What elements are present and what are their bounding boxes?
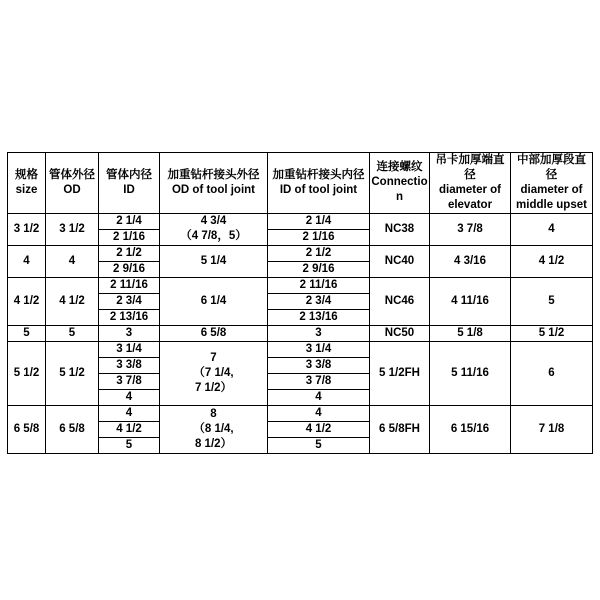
- cell-elevator: 4 11/16: [430, 277, 511, 325]
- cell-id: 2 1/4: [99, 213, 160, 229]
- cell-size: 5: [8, 325, 46, 341]
- column-header-size: [8, 153, 46, 214]
- cell-id: 4: [99, 389, 160, 405]
- header-zh: 加重钻杆接头外径: [167, 168, 260, 181]
- cell-line: 6 1/4: [200, 294, 227, 307]
- header-zh: 连接螺纹: [376, 161, 423, 174]
- table-row: [8, 325, 593, 341]
- cell-id: 2 3/4: [99, 293, 160, 309]
- cell-id: 3 1/4: [99, 341, 160, 357]
- header-en: diameter of middle upset: [516, 183, 587, 211]
- cell-size: 3 1/2: [8, 213, 46, 245]
- cell-elevator: 3 7/8: [430, 213, 511, 245]
- header-zh: 加重钻杆接头内径: [272, 168, 365, 181]
- cell-line: 8: [210, 407, 217, 420]
- cell-id-tool-joint: 4 1/2: [268, 421, 370, 437]
- table-row: [8, 277, 593, 293]
- header-zh: 吊卡加厚端直径: [435, 154, 505, 181]
- cell-od-tool-joint: [160, 213, 268, 245]
- cell-od: 5: [46, 325, 99, 341]
- header-zh: 管体内径: [106, 168, 152, 181]
- cell-connection: NC50: [370, 325, 430, 341]
- column-header-od: [46, 153, 99, 214]
- cell-line: 5 1/4: [200, 254, 227, 267]
- cell-middle-upset: 5: [511, 277, 593, 325]
- drill-pipe-spec-table: [7, 152, 593, 454]
- cell-size: 6 5/8: [8, 405, 46, 453]
- column-header-middle-upset: [511, 153, 593, 214]
- cell-line: 8 1/2）: [194, 437, 233, 450]
- cell-od: 3 1/2: [46, 213, 99, 245]
- cell-id-tool-joint: 5: [268, 437, 370, 453]
- header-en: OD: [63, 183, 81, 196]
- header-en: size: [15, 183, 38, 196]
- cell-id: 3: [99, 325, 160, 341]
- table-row: [8, 213, 593, 229]
- column-header-connection: [370, 153, 430, 214]
- column-header-elevator: [430, 153, 511, 214]
- cell-id: 4 1/2: [99, 421, 160, 437]
- cell-elevator: 6 15/16: [430, 405, 511, 453]
- cell-id-tool-joint: 2 11/16: [268, 277, 370, 293]
- cell-id-tool-joint: 2 1/4: [268, 213, 370, 229]
- cell-connection: 5 1/2FH: [370, 341, 430, 405]
- cell-middle-upset: 4: [511, 213, 593, 245]
- cell-id-tool-joint: 4: [268, 389, 370, 405]
- cell-id-tool-joint: 2 1/2: [268, 245, 370, 261]
- cell-line: 7: [210, 351, 217, 364]
- cell-od-tool-joint: [160, 325, 268, 341]
- header-en: ID of tool joint: [279, 183, 358, 196]
- cell-id: 2 1/16: [99, 229, 160, 245]
- cell-od: 4: [46, 245, 99, 277]
- cell-line: 7 1/2）: [194, 381, 233, 394]
- cell-middle-upset: 7 1/8: [511, 405, 593, 453]
- header-en: OD of tool joint: [171, 183, 256, 196]
- cell-id: 3 3/8: [99, 357, 160, 373]
- cell-od: 4 1/2: [46, 277, 99, 325]
- cell-middle-upset: 5 1/2: [511, 325, 593, 341]
- cell-id-tool-joint: 2 1/16: [268, 229, 370, 245]
- table-row: [8, 245, 593, 261]
- cell-line: 4 3/4: [200, 215, 227, 228]
- cell-elevator: 5 11/16: [430, 341, 511, 405]
- cell-id-tool-joint: 2 3/4: [268, 293, 370, 309]
- cell-connection: 6 5/8FH: [370, 405, 430, 453]
- cell-id-tool-joint: 3 7/8: [268, 373, 370, 389]
- cell-od-tool-joint: [160, 405, 268, 453]
- cell-id: 5: [99, 437, 160, 453]
- cell-line: （7 1/4,: [193, 366, 234, 379]
- cell-size: 5 1/2: [8, 341, 46, 405]
- cell-id-tool-joint: 3: [268, 325, 370, 341]
- column-header-id-tool-joint: [268, 153, 370, 214]
- cell-id-tool-joint: 3 3/8: [268, 357, 370, 373]
- header-en: diameter of elevator: [439, 183, 501, 211]
- cell-line: 6 5/8: [200, 326, 227, 339]
- cell-middle-upset: 4 1/2: [511, 245, 593, 277]
- cell-connection: NC46: [370, 277, 430, 325]
- cell-line: （8 1/4,: [193, 422, 234, 435]
- cell-line: （4 7/8，5）: [180, 230, 247, 243]
- cell-elevator: 5 1/8: [430, 325, 511, 341]
- cell-od-tool-joint: [160, 277, 268, 325]
- header-zh: 规格: [15, 168, 38, 181]
- cell-size: 4 1/2: [8, 277, 46, 325]
- cell-od: 5 1/2: [46, 341, 99, 405]
- cell-id: 2 9/16: [99, 261, 160, 277]
- column-header-od-tool-joint: [160, 153, 268, 214]
- cell-id-tool-joint: 4: [268, 405, 370, 421]
- cell-size: 4: [8, 245, 46, 277]
- table-row: [8, 405, 593, 421]
- header-en: Connection: [371, 176, 428, 204]
- cell-elevator: 4 3/16: [430, 245, 511, 277]
- cell-id-tool-joint: 2 9/16: [268, 261, 370, 277]
- header-zh: 中部加厚段直径: [517, 154, 586, 181]
- column-header-id: [99, 153, 160, 214]
- cell-id-tool-joint: 2 13/16: [268, 309, 370, 325]
- cell-id: 4: [99, 405, 160, 421]
- cell-id: 3 7/8: [99, 373, 160, 389]
- header-zh: 管体外径: [49, 168, 95, 181]
- header-en: ID: [123, 183, 135, 196]
- table-row: [8, 341, 593, 357]
- cell-middle-upset: 6: [511, 341, 593, 405]
- cell-id-tool-joint: 3 1/4: [268, 341, 370, 357]
- cell-connection: NC38: [370, 213, 430, 245]
- header-row: [8, 153, 593, 214]
- cell-id: 2 11/16: [99, 277, 160, 293]
- cell-od-tool-joint: [160, 245, 268, 277]
- cell-id: 2 1/2: [99, 245, 160, 261]
- cell-id: 2 13/16: [99, 309, 160, 325]
- cell-od-tool-joint: [160, 341, 268, 405]
- cell-connection: NC40: [370, 245, 430, 277]
- cell-od: 6 5/8: [46, 405, 99, 453]
